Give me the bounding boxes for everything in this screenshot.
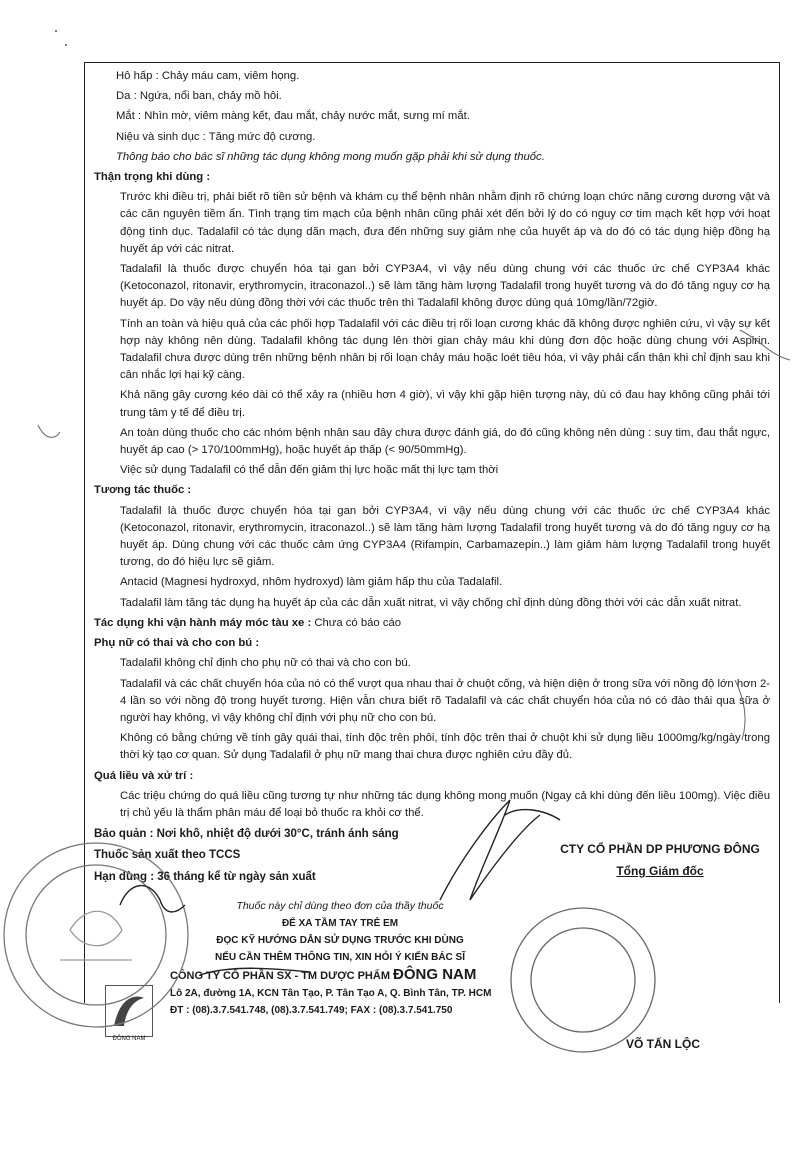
precautions-paragraph: Tính an toàn và hiệu quả của các phối hợp Tadalafil với các điều trị rối loạn cương khác đã không được nghiên cứu, vì vậy sự kết hợp này không nên dùng. Tadalafil không tác dụng lên thời gian chảy máu khi dùng đơn độc hoặc dùng chung với Aspirin. Tadalafil chưa được dùng trên những bệnh nhân bị rối loạn chảy máu hoặc loét tiêu hóa, vì vậy phải cẩn thận khi chỉ định sau khi cân nhắc lợi hại kỹ càng. <box>120 317 770 382</box>
pregnancy-paragraph: Tadalafil không chỉ định cho phụ nữ có thai và cho con bú. <box>120 657 411 670</box>
interactions-paragraph: Tadalafil là thuốc được chuyển hóa tại gan bởi CYP3A4, vì vậy nếu dùng chung với các thuốc ức chế CYP3A4 khác (Ketoconazol, ritonavir, erythromycin, itraconazol..) sẽ làm tăng hàm lượng Tadalafil trong huyết tương và do đó tăng nguy cơ hạ huyết áp. Dùng chung với các thuốc cảm ứng CYP3A4 (Rifampin, Carbamazepin..) làm giảm hàm lượng Tadalafil trong huyết tương, do đó hiệu lực sẽ giảm. <box>120 504 770 569</box>
leaflet-content <box>94 68 774 889</box>
director-name: VÕ TẤN LỘC <box>626 1037 700 1051</box>
machinery-text: Chưa có báo cáo <box>311 616 402 629</box>
dong-nam-logo-icon <box>105 985 153 1037</box>
scan-speck-icon <box>55 30 57 32</box>
company-signature-block <box>540 838 780 882</box>
standard-line: Thuốc sản xuất theo TCCS <box>94 849 241 862</box>
scan-speck-icon <box>65 44 67 46</box>
consult-doctor-notice: NẾU CẦN THÊM THÔNG TIN, XIN HỎI Ý KIẾN BÁC SĨ <box>214 952 465 963</box>
precautions-paragraph: Việc sử dụng Tadalafil có thể dẫn đến giảm thị lực hoặc mất thị lực tạm thời <box>120 464 499 477</box>
overdose-paragraph: Các triệu chứng do quá liều cũng tương tự như những tác dụng không mong muốn (Ngay cả khi dùng đến liều 100mg). Việc điều trị chủ yếu là thẩm phân máu để loại bỏ thuốc ra khỏi cơ thể. <box>120 789 770 819</box>
precautions-paragraph: An toàn dùng thuốc cho các nhóm bệnh nhân sau đây chưa được đánh giá, do đó cũng không nên dùng : suy tim, đau thắt ngực, huyết áp cao (> 170/100mmHg), hoặc huyết áp thấp (< 90/50mmHg). <box>120 426 770 457</box>
manufacturer-phone: ĐT : (08).3.7.541.748, (08).3.7.541.749; FAX : (08).3.7.541.750 <box>170 1005 453 1016</box>
manufacturer-label <box>150 898 530 1019</box>
precautions-heading: Thận trọng khi dùng : <box>94 171 211 184</box>
machinery-line <box>94 615 774 632</box>
interactions-paragraph: Tadalafil làm tăng tác dụng hạ huyết áp của các dẫn xuất nitrat, vì vậy chống chỉ định dùng đồng thời với các dẫn xuất nitrat. <box>120 596 742 609</box>
keep-away-notice: ĐỂ XA TẦM TAY TRẺ EM <box>281 918 399 929</box>
side-effect-skin: Da : Ngứa, nổi ban, chảy mồ hôi. <box>116 90 282 103</box>
precautions-paragraph: Trước khi điều trị, phải biết rõ tiền sử bệnh và khám cụ thể bệnh nhân nhằm định rõ chứng loạn chức năng cương dương vật và các căn nguyên tiềm ẩn. Tình trạng tim mạch của bệnh nhân cũng phải xét đến bởi lý do có nguy cơ tim mạch kết hợp với hoạt động tình dục. Tadalafil có tác dụng dãn mạch, đưa đến những suy giảm nhẹ của huyết áp và do đó có tác dụng hiệp đồng hạ huyết áp với các nitrat. <box>120 191 770 255</box>
manufacturer-name <box>150 966 530 985</box>
logo-caption: ĐÔNG NAM <box>112 1036 146 1042</box>
manufacturer-address: Lô 2A, đường 1A, KCN Tân Tạo, P. Tân Tạo A, Q. Bình Tân, TP. HCM <box>170 988 492 999</box>
manufacturer-prefix: CÔNG TY CỔ PHẦN SX - TM DƯỢC PHẨM <box>170 970 394 982</box>
interactions-paragraph: Antacid (Magnesi hydroxyd, nhôm hydroxyd) làm giảm hấp thu của Tadalafil. <box>120 576 503 589</box>
manufacturer-brand: ĐÔNG NAM <box>393 966 477 983</box>
prescription-notice: Thuốc này chỉ dùng theo đơn của thầy thuốc <box>236 900 444 912</box>
expiry-line: Hạn dùng : 36 tháng kể từ ngày sản xuất <box>94 870 316 883</box>
director-title: Tổng Giám đốc <box>616 864 704 878</box>
side-effect-respiratory: Hô hấp : Chảy máu cam, viêm họng. <box>116 70 300 82</box>
pregnancy-heading: Phụ nữ có thai và cho con bú : <box>94 637 260 650</box>
company-name: CTY CỔ PHẦN DP PHƯƠNG ĐÔNG <box>560 842 760 856</box>
pregnancy-paragraph: Tadalafil và các chất chuyển hóa của nó có thể vượt qua nhau thai ở chuột cống, và hiện diện ở trong sữa với nồng độ lớn hơn 2-4 lần so với nồng độ trong huyết tương. Hiện vẫn chưa biết rõ Tadalafil và các chất chuyển hóa của nó có đào thải qua sữa ở người hay không, vì vậy không chỉ định với phụ nữ cho con bú. <box>120 677 770 724</box>
read-instructions-notice: ĐỌC KỸ HƯỚNG DẪN SỬ DỤNG TRƯỚC KHI DÙNG <box>216 935 464 946</box>
storage-line: Bảo quản : Nơi khô, nhiệt độ dưới 30°C, tránh ánh sáng <box>94 828 399 841</box>
precautions-paragraph: Tadalafil là thuốc được chuyển hóa tại gan bởi CYP3A4, vì vậy nếu dùng chung với các thuốc ức chế CYP3A4 khác (Ketoconazol, ritonavir, erythromycin, itraconazol..) sẽ làm tăng hàm lượng Tadalafil trong huyết tương và do đó tăng nguy cơ hạ huyết áp. Do vậy nếu dùng đồng thời với các thuốc trên thì Tadalafil không được dùng quá 10mg/lần/72giờ. <box>120 263 770 310</box>
notice-text: Thông báo cho bác sĩ những tác dụng không mong muốn gặp phải khi sử dụng thuốc. <box>116 150 545 163</box>
precautions-paragraph: Khả năng gây cương kéo dài có thể xảy ra (nhiều hơn 4 giờ), vì vậy khi gặp hiện tượng này, dù có đau hay không cũng phải tới trung tâm y tế để điều trị. <box>120 389 770 419</box>
pregnancy-paragraph: Không có bằng chứng về tính gây quái thai, tính độc trên phôi, tính độc trên thai ở chuột khi sử dụng liều 1000mg/kg/ngày trong thời kỳ tạo cơ quan. Sử dụng Tadalafil ở phụ nữ mang thai chưa được nghiên cứu đầy đủ. <box>120 732 770 762</box>
overdose-heading: Quá liều và xử trí : <box>94 769 194 782</box>
side-effect-eyes: Mắt : Nhìn mờ, viêm màng kết, đau mắt, chảy nước mắt, sưng mí mắt. <box>116 110 470 123</box>
interactions-heading: Tương tác thuốc : <box>94 484 192 497</box>
machinery-heading: Tác dụng khi vận hành máy móc tàu xe : <box>94 616 312 629</box>
side-effect-genitourinary: Niệu và sinh dục : Tăng mức độ cương. <box>116 130 316 143</box>
